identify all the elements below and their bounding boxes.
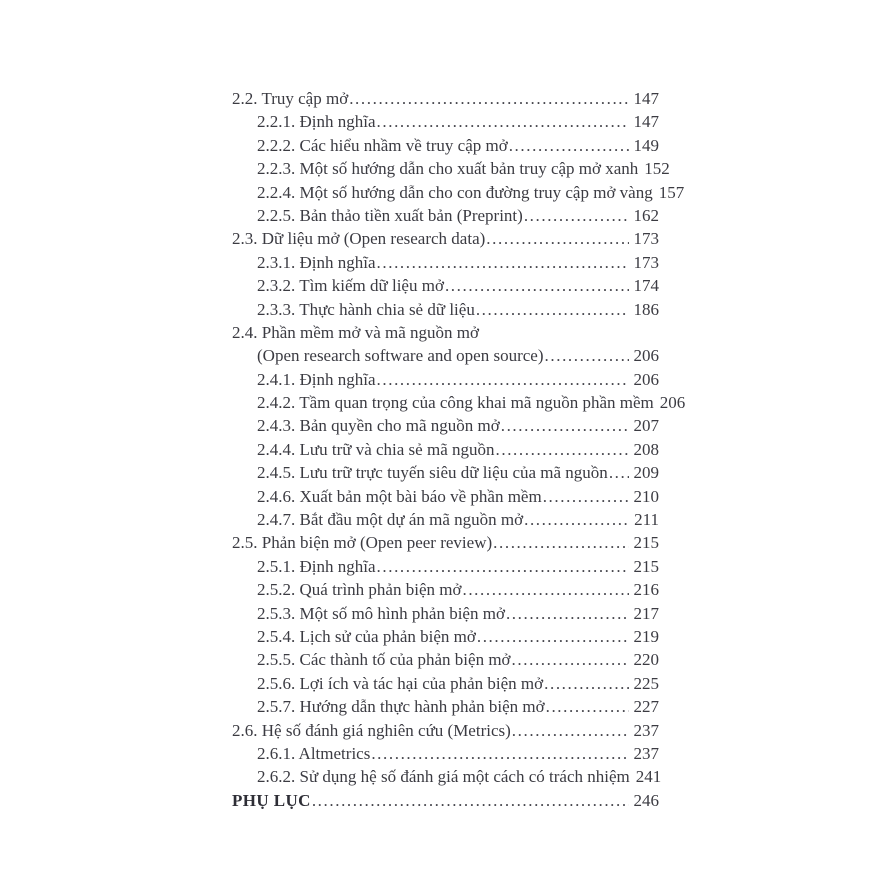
toc-entry-label: 2.5. Phản biện mở (Open peer review) [232,533,493,553]
toc-entry-page: 174 [633,276,659,296]
toc-entry-page: 215 [633,556,659,576]
toc-entry [232,672,659,695]
toc-entry-page: 208 [633,439,659,459]
toc-entry [232,251,659,274]
toc-entry [232,110,659,133]
toc-entry [232,508,659,531]
dot-leader [546,695,629,718]
toc-entry-label: 2.4.1. Định nghĩa [257,369,376,389]
dot-leader [445,274,629,297]
dot-leader [476,298,629,321]
toc-entry [232,625,659,648]
dot-leader [312,789,629,812]
toc-entry-page: 206 [659,393,686,413]
toc-entry-label: 2.6.1. Altmetrics [257,743,371,763]
toc-entry-label: 2.2.3. Một số hướng dẫn cho xuất bản truy cập mở xanh [257,159,639,179]
toc-entry-label: 2.3. Dữ liệu mở (Open research data) [232,229,486,249]
dot-leader [544,672,628,695]
toc-entry-label: 2.5.5. Các thành tố của phản biện mở [257,650,511,670]
dot-leader [524,204,629,227]
toc-entry-page: 206 [633,346,659,366]
toc-entry-label: (Open research software and open source) [257,346,544,366]
toc-entry [232,134,659,157]
toc-entry-label: 2.4.5. Lưu trữ trực tuyến siêu dữ liệu của mã nguồn [257,463,608,483]
dot-leader [377,251,629,274]
dot-leader [512,648,629,671]
toc-entry-label: 2.3.2. Tìm kiếm dữ liệu mở [257,276,444,296]
toc-entry-label: 2.6.2. Sử dụng hệ số đánh giá một cách có trách nhiệm [257,767,630,787]
toc-entry-page: 207 [633,416,659,436]
toc-entry-page: 215 [633,533,659,553]
toc-entry [232,765,662,788]
toc-entry-page: 241 [635,767,662,787]
dot-leader [501,414,629,437]
toc-entry-page: 162 [633,205,659,225]
dot-leader [506,602,629,625]
toc-entry-page: 186 [633,299,659,319]
table-of-contents [232,87,686,812]
toc-entry [232,578,659,601]
dot-leader [377,555,629,578]
toc-entry [232,321,659,344]
toc-entry [232,414,659,437]
toc-entry-page: 211 [634,510,659,530]
toc-entry [232,157,670,180]
toc-entry [232,204,659,227]
toc-entry-page: 220 [633,650,659,670]
toc-entry-label: 2.4.2. Tầm quan trọng của công khai mã nguồn phần mềm [257,393,654,413]
toc-entry-label: 2.4.6. Xuất bản một bài báo về phần mềm [257,486,542,506]
toc-entry [232,391,686,414]
dot-leader [496,438,629,461]
toc-entry-label: 2.3.3. Thực hành chia sẻ dữ liệu [257,299,475,319]
toc-entry-label: 2.2.4. Một số hướng dẫn cho con đường truy cập mở vàng [257,182,653,202]
toc-entry [232,368,659,391]
toc-entry-page: 209 [633,463,659,483]
toc-entry [232,602,659,625]
toc-entry [232,485,659,508]
dot-leader [377,368,629,391]
dot-leader [349,87,628,110]
dot-leader [477,625,629,648]
toc-entry [232,227,659,250]
toc-entry-label: 2.5.1. Định nghĩa [257,556,376,576]
toc-entry-label: 2.4.4. Lưu trữ và chia sẻ mã nguồn [257,439,495,459]
toc-entry [232,344,659,367]
dot-leader [543,485,629,508]
toc-entry-page: 173 [633,229,659,249]
dot-leader [524,508,629,531]
toc-entry-page: 227 [633,697,659,717]
toc-entry-page: 210 [633,486,659,506]
toc-entry [232,531,659,554]
toc-entry-page: 219 [633,626,659,646]
toc-entry-page: 157 [658,182,685,202]
toc-entry [232,719,659,742]
toc-entry-page: 237 [633,720,659,740]
toc-entry [232,298,659,321]
toc-entry-page: 147 [633,89,659,108]
dot-leader [512,719,629,742]
dot-leader [609,461,629,484]
toc-entry-page: 216 [633,580,659,600]
toc-entry-page: 246 [633,790,659,810]
toc-entry-label: 2.6. Hệ số đánh giá nghiên cứu (Metrics) [232,720,511,740]
dot-leader [493,531,628,554]
toc-entry [232,181,685,204]
toc-entry-page: 152 [644,159,670,179]
toc-entry-label: PHỤ LỤC [232,790,311,810]
toc-entry [232,438,659,461]
toc-entry [232,87,659,110]
toc-entry-label: 2.2. Truy cập mở [232,89,349,108]
toc-entry-label: 2.4. Phần mềm mở và mã nguồn mở [232,322,479,342]
toc-entry [232,789,659,812]
toc-entry [232,555,659,578]
toc-entry-label: 2.4.7. Bắt đầu một dự án mã nguồn mở [257,510,524,530]
toc-entry-label: 2.5.3. Một số mô hình phản biện mở [257,603,505,623]
toc-entry-page: 225 [633,673,659,693]
dot-leader [377,110,629,133]
dot-leader [371,742,628,765]
toc-entry-page: 237 [633,743,659,763]
dot-leader [509,134,629,157]
toc-entry-label: 2.5.2. Quá trình phản biện mở [257,580,462,600]
toc-entry-label: 2.4.3. Bản quyền cho mã nguồn mở [257,416,500,436]
toc-entry [232,648,659,671]
toc-entry-page: 217 [633,603,659,623]
toc-entry-label: 2.5.6. Lợi ích và tác hại của phản biện mở [257,673,544,693]
dot-leader [545,344,629,367]
toc-entry [232,461,659,484]
dot-leader [462,578,628,601]
toc-entry-page: 147 [633,112,659,132]
toc-entry [232,274,659,297]
toc-entry-label: 2.2.2. Các hiểu nhầm về truy cập mở [257,135,508,155]
toc-entry-label: 2.5.4. Lịch sử của phản biện mở [257,626,476,646]
toc-entry-label: 2.2.5. Bản thảo tiền xuất bản (Preprint) [257,205,523,225]
toc-entry-page: 173 [633,252,659,272]
toc-entry-label: 2.3.1. Định nghĩa [257,252,376,272]
toc-entry [232,742,659,765]
dot-leader [486,227,628,250]
toc-entry-label: 2.2.1. Định nghĩa [257,112,376,132]
toc-entry-page: 206 [633,369,659,389]
toc-entry-label: 2.5.7. Hướng dẫn thực hành phản biện mở [257,697,545,717]
toc-entry [232,695,659,718]
toc-entry-page: 149 [633,135,659,155]
